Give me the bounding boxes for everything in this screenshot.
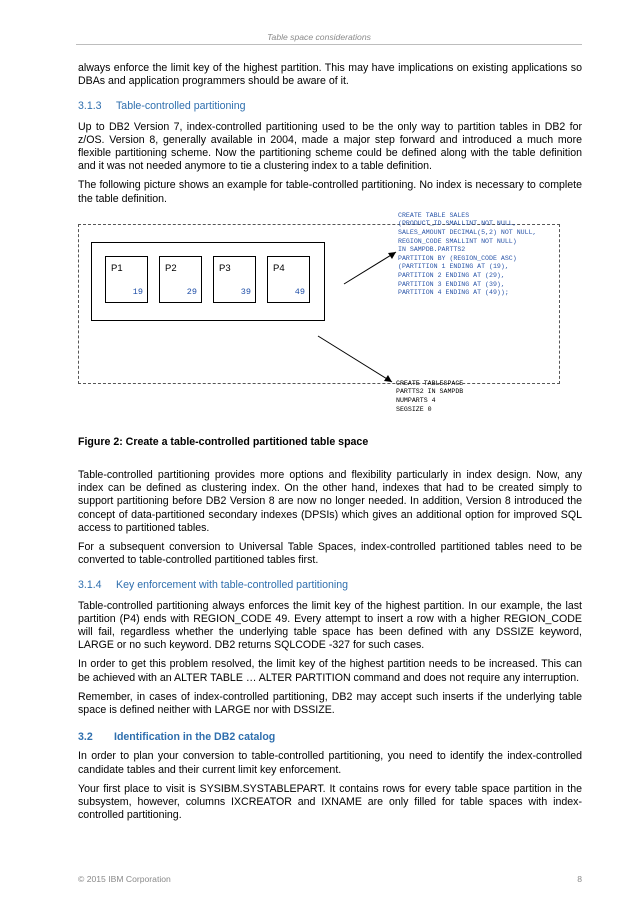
sql-line: NUMPARTS 4 [396,397,436,405]
create-table-sql [398,212,537,298]
paragraph: The following picture shows an example for table-controlled partitioning. No index is necessary to complete the table definition. [78,179,582,205]
arrow-to-tablespace-sql [318,336,392,382]
paragraph: Up to DB2 Version 7, index-controlled partitioning used to be the only way to partition tables in DB2 for z/OS. Version 8, generally available in 2004, made a major step forward and introduced a much more flexible partitioning scheme. Now the partitioning scheme could be defined along with the table definition and it was not needed anymore to tie a clustering index to a table definition. [78,120,582,173]
page-number: 8 [577,874,582,884]
sql-line: PARTITION 2 ENDING AT (29), [398,271,505,279]
sql-line: REGION_CODE SMALLINT NOT NULL) [398,237,517,245]
sql-line: SALES_AMOUNT DECIMAL(5,2) NOT NULL, [398,229,537,237]
sql-line: PARTTS2 IN SAMPDB [396,388,464,396]
paragraph: Table-controlled partitioning always enforces the limit key of the highest partition. In our example, the last partition (P4) ends with REGION_CODE 49. Every attempt to insert a row with a higher REGION_CODE will fail, regardless whether the underlying table space has been defined with any DSSIZE keyword, LARGE or no such keyword. DB2 returns SQLCODE -327 for such cases. [78,599,582,652]
page-header: Table space considerations [267,32,371,42]
partition-name: P2 [165,262,177,274]
paragraph: For a subsequent conversion to Universal Table Spaces, index-controlled partitioned tables need to be converted to table-controlled partitioned tables first. [78,541,582,567]
section-title: Table-controlled partitioning [116,100,246,113]
figure-2 [78,212,582,428]
paragraph: Your first place to visit is SYSIBM.SYSTABLEPART. It contains rows for every table space partition in the subsystem, however, columns IXCREATOR and IXNAME are only filled for table spaces with index-controlled partitioning. [78,782,582,822]
paragraph: Table-controlled partitioning provides more options and flexibility particularly in index design. Now, any index can be defined as clustering index. On the other hand, indexes that had to be created simply to support partitioning before DB2 Version 8 are now no longer needed. In addition, Version 8 introduced the concept of data-partitioned secondary indexes (DPSIs) which gives an additional option for improved SQL access to partitioned tables. [78,469,582,534]
section-title: Identification in the DB2 catalog [114,731,276,744]
sql-line: IN SAMPDB.PARTTS2 [398,246,466,254]
partition-limit-key: 39 [240,286,251,297]
paragraph: In order to plan your conversion to table-controlled partitioning, you need to identify the index-controlled candidate tables and their current limit key enforcement. [78,750,582,776]
document-body [78,62,582,829]
sql-line: PARTITION 3 ENDING AT (39), [398,280,505,288]
sql-line: SEGSIZE 0 [396,405,432,413]
intro-paragraph: always enforce the limit key of the highest partition. This may have implications on existing applications so DBAs and application programmers should be aware of it. [78,62,582,88]
section-number: 3.1.4 [78,579,102,592]
arrowhead-icon [384,375,392,382]
sql-line: CREATE TABLESPACE [396,379,464,387]
sql-line: CREATE TABLE SALES [398,211,470,219]
section-3-1-4-heading [78,579,582,592]
header-rule [76,44,582,45]
create-tablespace-sql [396,380,463,414]
sql-line: PARTITION 4 ENDING AT (49)); [398,289,509,297]
copyright: © 2015 IBM Corporation [78,874,171,884]
partition-name: P1 [111,262,123,274]
arrowhead-icon [388,252,396,259]
sql-line: (PRODUCT_ID SMALLINT NOT NULL, [398,220,517,228]
sql-line: (PARTITION 1 ENDING AT (19), [398,263,509,271]
paragraph: Remember, in cases of index-controlled partitioning, DB2 may accept such inserts if the underlying table space is defined neither with LARGE nor with DSSIZE. [78,690,582,717]
partition-name: P4 [273,262,285,274]
sql-line: PARTITION BY (REGION_CODE ASC) [398,254,517,262]
page-footer [78,874,582,884]
partition-limit-key: 29 [186,286,197,297]
section-number: 3.1.3 [78,100,102,113]
section-3-2-heading [78,731,582,744]
arrow-to-table-sql [344,252,396,284]
partition-name: P3 [219,262,231,274]
figure-caption: Figure 2: Create a table-controlled partitioned table space [78,435,369,448]
section-3-1-3-heading [78,100,582,113]
partition-limit-key: 49 [294,286,305,297]
partition-limit-key: 19 [132,286,143,297]
paragraph: In order to get this problem resolved, the limit key of the highest partition needs to be increased. This can be achieved with an ALTER TABLE … ALTER PARTITION command and does not require any interruption. [78,658,582,684]
section-title: Key enforcement with table-controlled partitioning [116,579,349,592]
section-number: 3.2 [78,731,93,744]
